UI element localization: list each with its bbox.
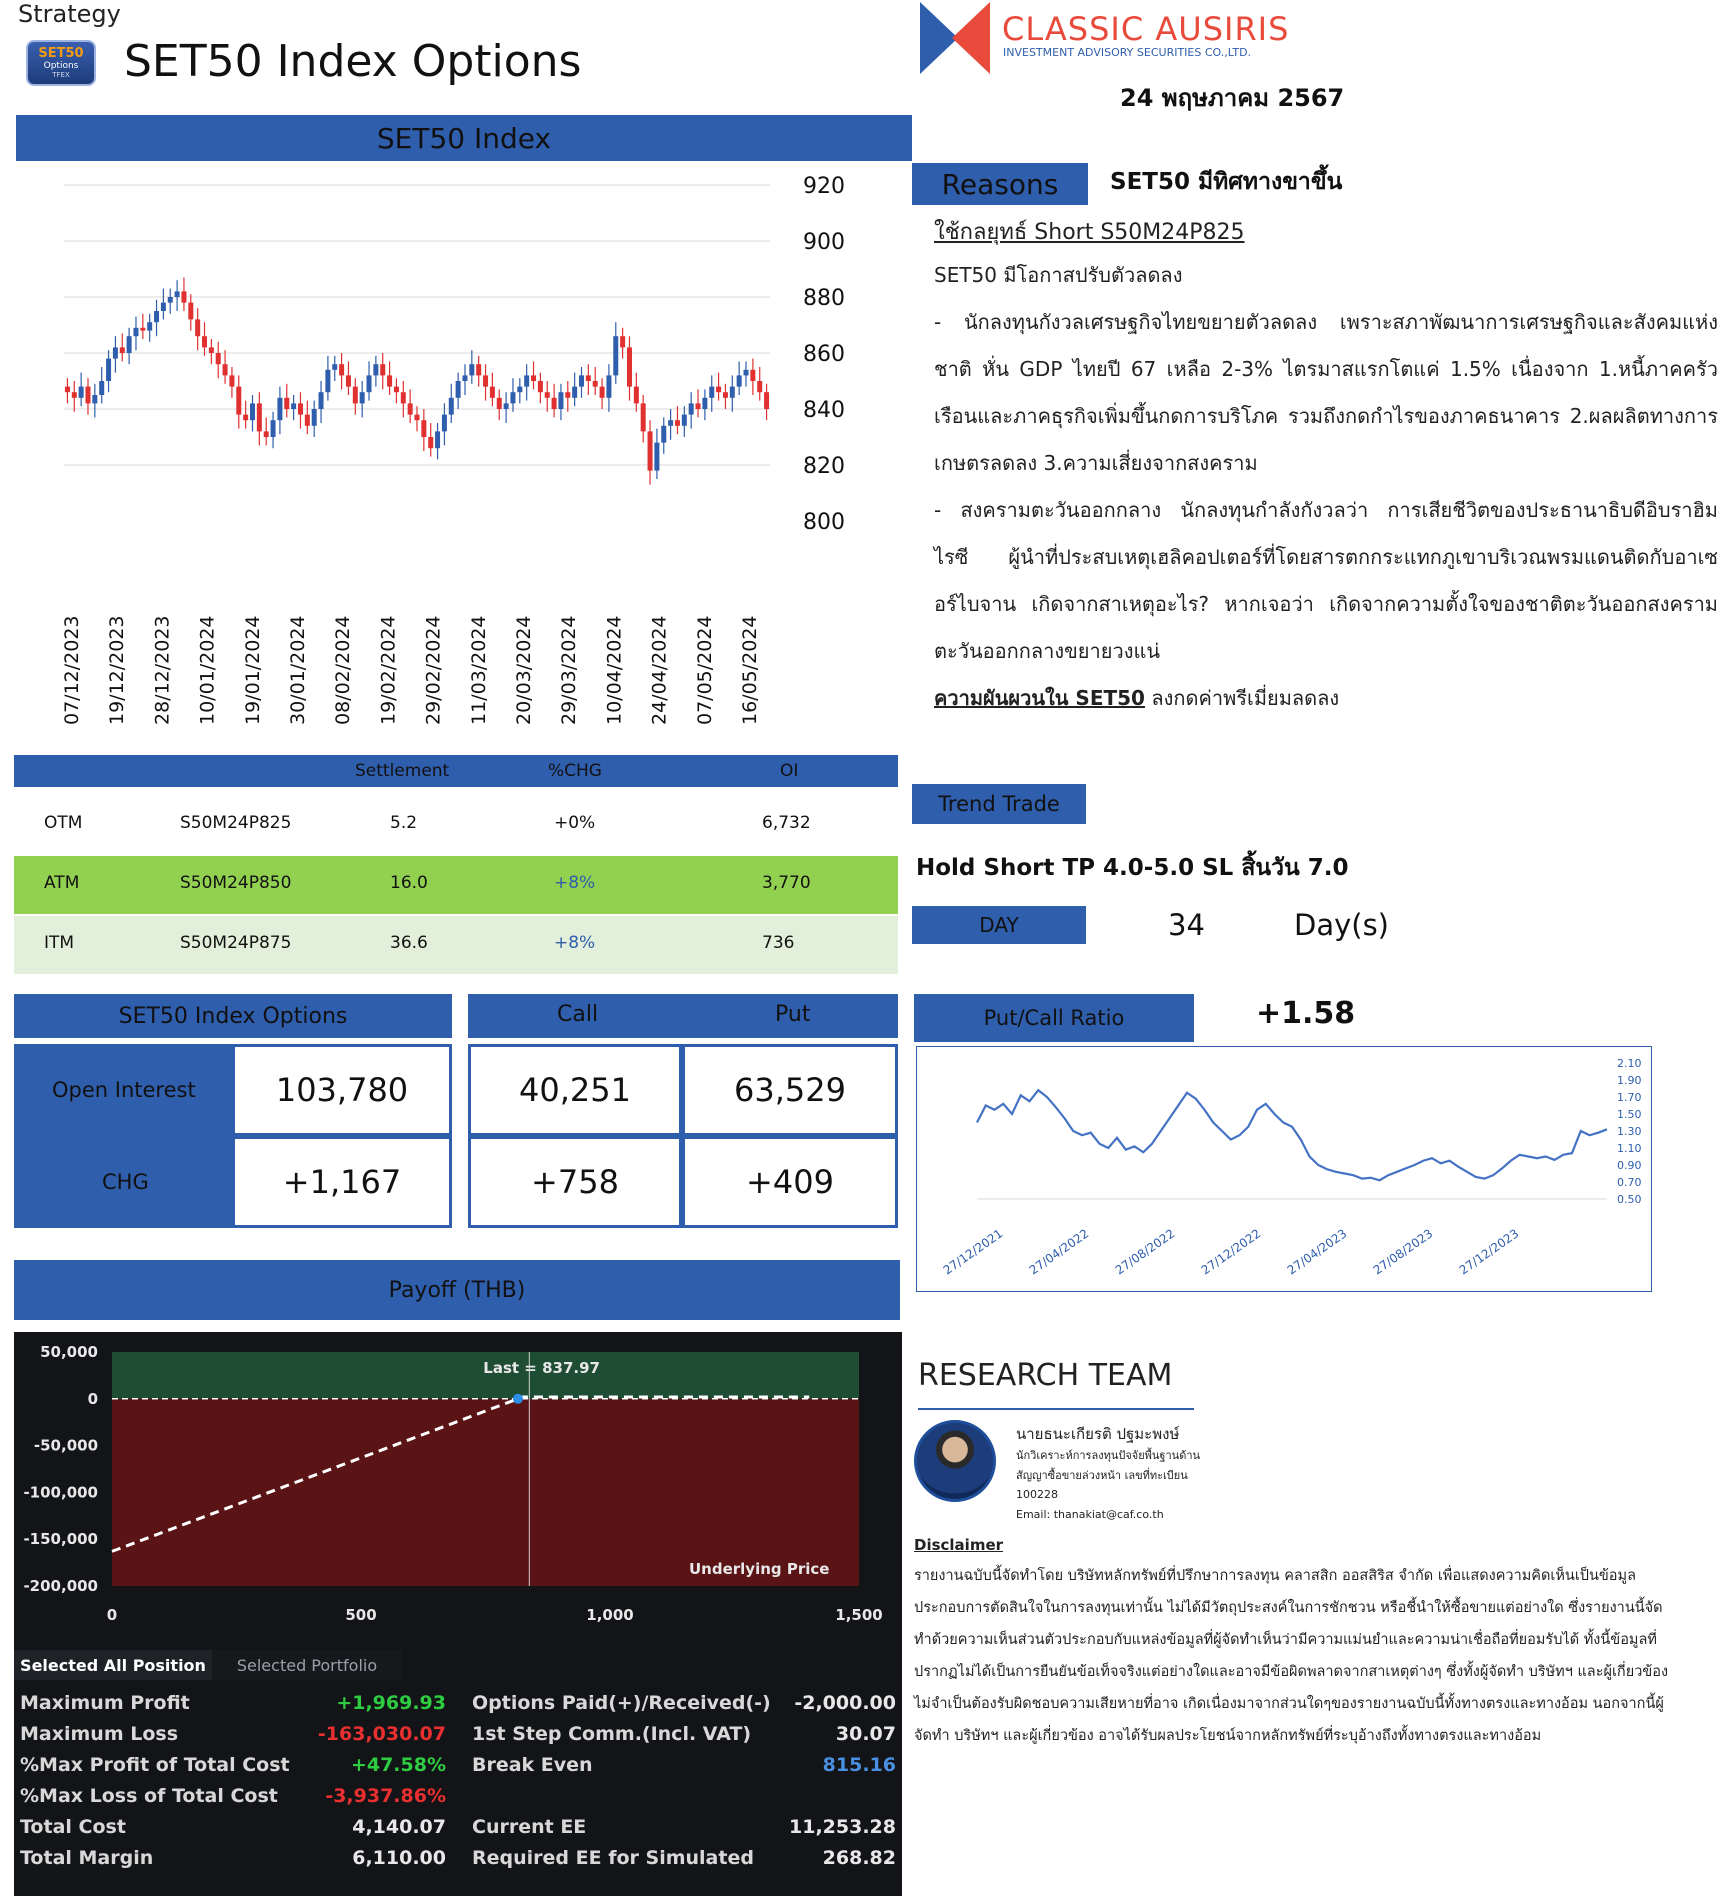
candle-body: [353, 387, 358, 404]
pcr-y-tick: 2.10: [1617, 1057, 1642, 1070]
candle-body: [593, 381, 598, 387]
stat-left-value: 6,110.00: [352, 1847, 446, 1869]
candle-body: [606, 375, 611, 397]
stat-left-label: Maximum Profit: [20, 1692, 190, 1714]
trend-trade-badge: [912, 784, 1086, 824]
reasons-badge: [912, 163, 1088, 205]
y-tick-label: 800: [803, 510, 845, 535]
reason-volatility: [934, 675, 1718, 722]
trend-action: Hold Short TP 4.0-5.0 SL สิ้นวัน 7.0: [916, 855, 1349, 881]
candle-body: [229, 375, 234, 386]
candle-body: [579, 375, 584, 386]
candle-body: [216, 353, 221, 364]
candle-body: [250, 403, 255, 420]
candle-body: [613, 336, 618, 375]
analyst-name: นายธนะเกียรติ ปฐมะพงษ์: [1016, 1425, 1180, 1443]
candle-body: [209, 347, 214, 353]
candle-body: [120, 347, 125, 353]
x-tick-label: 11/03/2024: [467, 615, 490, 725]
candle-body: [456, 381, 461, 398]
index-panel-header: [16, 115, 912, 161]
row-oi: 6,732: [762, 813, 811, 833]
disclaimer-title: Disclaimer: [914, 1536, 1004, 1554]
analyst-role-1: นักวิเคราะห์การลงทุนปัจจัยพื้นฐานด้าน: [1016, 1449, 1201, 1462]
candle-body: [380, 364, 385, 375]
row-series: S50M24P825: [180, 813, 292, 833]
row-settlement: 36.6: [390, 933, 428, 953]
candle-body: [127, 336, 132, 353]
pcr-badge: [914, 994, 1194, 1042]
row-chg: +8%: [554, 933, 596, 953]
candle-body: [449, 398, 454, 415]
candle-body: [558, 392, 563, 409]
stat-left-value: +47.58%: [350, 1754, 446, 1776]
research-title-underline: [918, 1408, 1194, 1410]
stat-left-label: %Max Loss of Total Cost: [20, 1785, 278, 1807]
put-header-label: Put: [775, 1002, 811, 1027]
candle-body: [641, 403, 646, 431]
volatility-underlined: ความผันผวนใน SET50: [934, 686, 1145, 710]
candle-body: [716, 387, 721, 393]
candle-body: [415, 415, 420, 421]
x-tick-label: 19/02/2024: [377, 615, 400, 725]
strategy-label: Strategy: [18, 0, 121, 28]
reasons-body: [934, 252, 1718, 722]
row-settlement: 16.0: [390, 873, 428, 893]
candle-body: [497, 398, 502, 409]
row-oi: 3,770: [762, 873, 811, 893]
candle-body: [442, 415, 447, 432]
x-tick-label: 08/02/2024: [332, 615, 355, 725]
candle-body: [319, 392, 324, 409]
candle-body: [572, 387, 577, 398]
candle-body: [524, 375, 529, 386]
candle-body: [565, 392, 570, 398]
candle-body: [620, 336, 625, 347]
candle-body: [312, 409, 317, 426]
candle-body: [668, 420, 673, 426]
brand-subtitle: INVESTMENT ADVISORY SECURITIES CO.,LTD.: [1003, 46, 1252, 59]
chg-total-value: +1,167: [232, 1136, 452, 1228]
candle-body: [236, 387, 241, 415]
candle-body: [764, 392, 769, 409]
tab-selected-portfolio[interactable]: Selected Portfolio: [212, 1650, 402, 1680]
row-chg: +8%: [554, 873, 596, 893]
candle-body: [360, 392, 365, 403]
oi-call-value: 40,251: [468, 1044, 682, 1136]
candle-body: [161, 303, 166, 311]
stat-right-label: Required EE for Simulated: [472, 1847, 754, 1869]
y-tick-label: 920: [803, 174, 845, 199]
candle-body: [346, 375, 351, 386]
research-team-title: RESEARCH TEAM: [918, 1358, 1173, 1393]
analyst-registration: 100228: [1016, 1488, 1058, 1501]
pcr-y-tick: 1.30: [1617, 1125, 1642, 1138]
days-unit: Day(s): [1294, 908, 1390, 942]
candle-body: [264, 431, 269, 437]
payoff-y-tick: -50,000: [33, 1436, 98, 1455]
candle-body: [373, 364, 378, 375]
day-label: DAY: [979, 913, 1019, 937]
stat-left-value: 4,140.07: [352, 1816, 446, 1838]
candle-body: [750, 370, 755, 381]
candle-body: [462, 375, 467, 381]
days-count: 34: [1168, 908, 1205, 942]
candle-body: [154, 311, 159, 322]
pcr-y-tick: 0.70: [1617, 1176, 1642, 1189]
analyst-avatar: [914, 1420, 996, 1502]
stat-left-label: %Max Profit of Total Cost: [20, 1754, 290, 1776]
candle-body: [188, 303, 193, 320]
call-put-header: [468, 994, 898, 1038]
candle-body: [757, 381, 762, 392]
candle-body: [702, 398, 707, 409]
stat-left-value: +1,969.93: [336, 1692, 446, 1714]
candle-body: [483, 375, 488, 386]
classic-ausiris-logo-icon: [920, 2, 990, 74]
row-type: OTM: [44, 813, 83, 833]
pcr-line-chart: [916, 1046, 1652, 1292]
candle-body: [339, 364, 344, 375]
stat-left-value: -163,030.07: [317, 1723, 446, 1745]
pcr-x-tick: 27/04/2023: [1284, 1226, 1350, 1278]
candle-body: [476, 364, 481, 375]
payoff-tabs: [14, 1650, 902, 1680]
oi-panel-header: [14, 994, 452, 1038]
pcr-x-tick: 27/12/2022: [1198, 1226, 1264, 1278]
candle-body: [85, 387, 90, 404]
stat-right-value: -2,000.00: [794, 1692, 896, 1714]
candle-body: [195, 319, 200, 336]
row-settlement: 5.2: [390, 813, 418, 833]
col-chg: %CHG: [548, 761, 602, 781]
x-tick-label: 20/03/2024: [513, 615, 535, 725]
disclaimer-text: รายงานฉบับนี้จัดทำโดย บริษัทหลักทรัพย์ที่ปรึกษาการลงทุน คลาสสิก ออสสิริส จำกัด เพื่อแสดงความคิดเห็นเป็นข้อมูลประกอบการตัดสินใจในการลงทุนเท่านั้น ไม่ได้มีวัตถุประสงค์ในการชักชวน หรือชี้นำให้ซื้อขายแต่อย่างใด ซึ่งรายงานนี้จัดทำด้วยความเห็นส่วนตัวประกอบกับแหล่งข้อมูลที่ผู้จัดทำเห็นว่ามีความแม่นยำและความน่าเชื่อถือที่ยอมรับได้ ทั้งนี้ข้อมูลที่ปรากฏไม่ได้เป็นการยืนยันข้อเท็จจริงแต่อย่างใดและอาจมีข้อผิดพลาดจากสาเหตุต่างๆ ซึ่งทั้งผู้จัดทำ บริษัทฯ และผู้เกี่ยวข้องไม่จำเป็นต้องรับผิดชอบความเสียหายที่อาจ เกิดเนื่องมาจากส่วนใดๆของรายงานฉบับนี้ทั้งทางตรงและทางอ้อม นอกจากนี้ผู้จัดทำ บริษัทฯ และผู้เกี่ยวข้อง อาจได้รับผลประโยชน์จากหลักทรัพย์ที่ระบุอ้างถึงทั้งทางตรงและทางอ้อม: [914, 1568, 1669, 1744]
y-tick-label: 880: [803, 286, 845, 311]
pcr-y-tick: 1.70: [1617, 1091, 1642, 1104]
candle-body: [367, 375, 372, 392]
pcr-x-tick: 27/12/2023: [1456, 1226, 1522, 1278]
candle-body: [552, 398, 557, 409]
x-tick-label: 16/05/2024: [739, 615, 761, 725]
candle-body: [408, 403, 413, 414]
x-tick-label: 24/04/2024: [648, 615, 671, 725]
col-settlement: Settlement: [355, 761, 450, 781]
page-title: SET50 Index Options: [124, 36, 582, 87]
oi-label-block: [14, 1044, 232, 1228]
pcr-series-line: [977, 1090, 1607, 1180]
candle-body: [538, 381, 543, 392]
x-tick-label: 10/04/2024: [603, 615, 626, 725]
candle-body: [696, 403, 701, 409]
reason-war: - สงครามตะวันออกกลาง นักลงทุนกำลังกังวลว่า การเสียชีวิตของประธานาธิบดีอิบราฮิม ไรซี ผู้นำที่ประสบเหตุเฮลิคอปเตอร์ที่โดยสารตกกระแทกภูเขาบริเวณพรมแดนติดกับอาเซอร์ไบจาน เกิดจากสาเหตุอะไร? หากเจอว่า เกิดจากความตั้งใจของชาติตะวันออกสงครามตะวันออกกลางขยายวงแน่: [934, 498, 1718, 663]
row-type: ATM: [44, 873, 80, 893]
candle-body: [517, 387, 522, 393]
payoff-y-tick: 50,000: [40, 1343, 98, 1361]
candle-body: [325, 370, 330, 392]
candle-body: [113, 347, 118, 358]
strategy-line: ใช้กลยุทธ์ Short S50M24P825: [934, 220, 1245, 245]
candle-body: [79, 387, 84, 398]
col-oi: OI: [780, 761, 799, 781]
candle-body: [277, 398, 282, 420]
candle-body: [305, 415, 310, 426]
candle-body: [627, 347, 632, 386]
pcr-y-tick: 1.90: [1617, 1074, 1642, 1087]
x-tick-label: 19/01/2024: [241, 615, 264, 725]
oi-total-value: 103,780: [232, 1044, 452, 1136]
row-chg: +0%: [554, 813, 596, 833]
candle-body: [257, 403, 262, 431]
candle-body: [723, 392, 728, 398]
oi-panel-title: SET50 Index Options: [118, 1003, 348, 1029]
candle-body: [168, 297, 173, 303]
candle-body: [387, 375, 392, 386]
set50-candlestick-chart: [16, 163, 912, 733]
loss-zone: [112, 1399, 859, 1586]
candle-body: [654, 443, 659, 471]
payoff-panel-title: Payoff (THB): [388, 1277, 526, 1303]
trend-trade-label: Trend Trade: [938, 792, 1060, 816]
candle-body: [202, 336, 207, 347]
candle-body: [709, 387, 714, 398]
candle-body: [65, 387, 70, 393]
candle-body: [284, 398, 289, 409]
chg-label: CHG: [102, 1170, 149, 1194]
pcr-y-tick: 1.10: [1617, 1142, 1642, 1155]
payoff-y-tick: -100,000: [23, 1483, 98, 1502]
pcr-y-tick: 0.50: [1617, 1193, 1642, 1206]
pcr-x-tick: 27/08/2022: [1112, 1226, 1178, 1278]
options-table-header: [14, 755, 898, 787]
logo-text: SET50: [38, 46, 84, 61]
payoff-y-tick: -150,000: [23, 1530, 98, 1549]
oi-put-value: 63,529: [682, 1044, 898, 1136]
x-tick-label: 29/02/2024: [422, 615, 445, 725]
candle-body: [332, 364, 337, 370]
stat-right-label: 1st Step Comm.(Incl. VAT): [472, 1723, 752, 1745]
pcr-label: Put/Call Ratio: [983, 1006, 1125, 1030]
candle-body: [72, 392, 77, 398]
payoff-x-tick: 0: [106, 1606, 118, 1624]
analyst-role-2: สัญญาซื้อขายล่วงหน้า เลขที่ทะเบียน: [1016, 1469, 1188, 1482]
candle-body: [675, 420, 680, 426]
pcr-x-tick: 27/08/2023: [1370, 1226, 1436, 1278]
stat-left-label: Maximum Loss: [20, 1723, 179, 1745]
pcr-value: +1.58: [1256, 996, 1356, 1031]
candle-body: [421, 420, 426, 437]
candle-body: [92, 395, 97, 403]
chg-put-value: +409: [682, 1136, 898, 1228]
payoff-x-tick: 1,500: [835, 1606, 883, 1624]
reasons-headline: SET50 มีทิศทางขาขึ้น: [1110, 169, 1343, 195]
pcr-x-tick: 27/04/2022: [1026, 1226, 1092, 1278]
pcr-y-tick: 0.90: [1617, 1159, 1642, 1172]
candle-body: [106, 359, 111, 381]
payoff-chart: [14, 1332, 902, 1628]
day-badge: [912, 906, 1086, 944]
candle-body: [545, 392, 550, 398]
payoff-x-tick: 1,000: [586, 1606, 634, 1624]
x-tick-label: 30/01/2024: [287, 615, 309, 725]
analyst-email: Email: thanakiat@caf.co.th: [1016, 1508, 1164, 1521]
reason-summary: SET50 มีโอกาสปรับตัวลดลง: [934, 263, 1183, 287]
options-table-row: [14, 796, 898, 854]
x-tick-label: 28/12/2023: [151, 615, 174, 725]
row-type: ITM: [44, 933, 75, 953]
candle-body: [689, 403, 694, 414]
candle-body: [737, 375, 742, 386]
candle-body: [181, 291, 186, 302]
stat-right-label: Options Paid(+)/Received(-): [472, 1692, 771, 1714]
candle-body: [531, 375, 536, 381]
candle-body: [133, 328, 138, 336]
y-tick-label: 820: [803, 454, 845, 479]
candle-body: [490, 387, 495, 398]
payoff-panel-header: [14, 1260, 900, 1320]
candle-body: [298, 403, 303, 414]
x-tick-label: 29/03/2024: [558, 615, 581, 725]
candle-body: [175, 291, 180, 297]
pcr-y-tick: 1.50: [1617, 1108, 1642, 1121]
row-series: S50M24P875: [180, 933, 292, 953]
open-interest-label: Open Interest: [52, 1078, 196, 1102]
call-header-label: Call: [557, 1002, 599, 1027]
logo-sub2: TFEX: [52, 71, 70, 79]
candle-body: [586, 375, 591, 381]
tab-selected-all-position[interactable]: Selected All Position: [14, 1650, 212, 1680]
options-table-row: [14, 916, 898, 974]
report-date: 24 พฤษภาคม 2567: [1120, 84, 1345, 112]
pcr-x-tick: 27/12/2021: [940, 1226, 1006, 1278]
row-oi: 736: [762, 933, 795, 953]
stat-right-value: 11,253.28: [789, 1816, 896, 1838]
row-series: S50M24P850: [180, 873, 292, 893]
stat-left-value: -3,937.86%: [325, 1785, 446, 1807]
y-tick-label: 900: [803, 230, 845, 255]
candle-body: [730, 387, 735, 398]
reasons-label: Reasons: [941, 167, 1059, 201]
candle-body: [428, 437, 433, 448]
last-price-label: Last = 837.97: [483, 1359, 600, 1377]
stat-right-value: 815.16: [822, 1754, 896, 1776]
index-panel-title: SET50 Index: [376, 121, 552, 155]
candle-body: [223, 364, 228, 375]
stat-left-label: Total Margin: [20, 1847, 154, 1869]
candle-body: [469, 364, 474, 375]
candle-body: [504, 403, 509, 409]
set50-options-logo: [26, 40, 96, 86]
candle-body: [147, 322, 152, 330]
x-tick-label: 10/01/2024: [196, 615, 219, 725]
candle-body: [271, 420, 276, 437]
candle-body: [140, 328, 145, 331]
payoff-x-axis-label: Underlying Price: [689, 1560, 830, 1578]
candle-body: [634, 387, 639, 404]
candle-body: [401, 392, 406, 403]
volatility-rest: ลงกดค่าพรีเมี่ยมลดลง: [1144, 686, 1340, 710]
stat-left-label: Total Cost: [20, 1816, 126, 1838]
candle-body: [435, 431, 440, 448]
x-tick-label: 07/12/2023: [61, 615, 83, 725]
candle-body: [243, 415, 248, 421]
chg-call-value: +758: [468, 1136, 682, 1228]
logo-sub: Options: [43, 61, 79, 71]
x-tick-label: 19/12/2023: [106, 615, 129, 725]
stat-right-label: Break Even: [472, 1754, 593, 1776]
candle-body: [682, 415, 687, 426]
candle-body: [744, 370, 749, 376]
candle-body: [291, 403, 296, 409]
y-tick-label: 840: [803, 398, 845, 423]
stat-right-value: 268.82: [822, 1847, 896, 1869]
payoff-y-tick: 0: [87, 1389, 98, 1408]
y-tick-label: 860: [803, 342, 845, 367]
x-tick-label: 07/05/2024: [693, 615, 716, 725]
candle-body: [661, 426, 666, 443]
break-even-marker: [513, 1394, 523, 1404]
brand-name: CLASSIC AUSIRIS: [1002, 10, 1290, 48]
payoff-x-tick: 500: [345, 1606, 377, 1624]
stat-right-value: 30.07: [835, 1723, 896, 1745]
reason-economy: - นักลงทุนกังวลเศรษฐกิจไทยขยายตัวลดลง เพราะสภาพัฒนาการเศรษฐกิจและสังคมแห่งชาติ หั่น GDP ไทยปี 67 เหลือ 2-3% ไตรมาสแรกโตแค่ 1.5% เนื่องจาก 1.หนี้ภาคครัวเรือนและภาคธุรกิจเพิ่มขึ้นกดการบริโภค รวมถึงกดกำไรของภาคธนาคาร 2.ผลผลิตทางการเกษตรลดลง 3.ความเสี่ยงจากสงคราม: [934, 310, 1718, 475]
candle-body: [394, 387, 399, 393]
candle-body: [600, 387, 605, 398]
candle-body: [510, 392, 515, 403]
stat-right-label: Current EE: [472, 1816, 587, 1838]
options-table-row: [14, 856, 898, 914]
candle-body: [99, 381, 104, 395]
payoff-y-tick: -200,000: [23, 1577, 98, 1595]
candle-body: [648, 431, 653, 470]
